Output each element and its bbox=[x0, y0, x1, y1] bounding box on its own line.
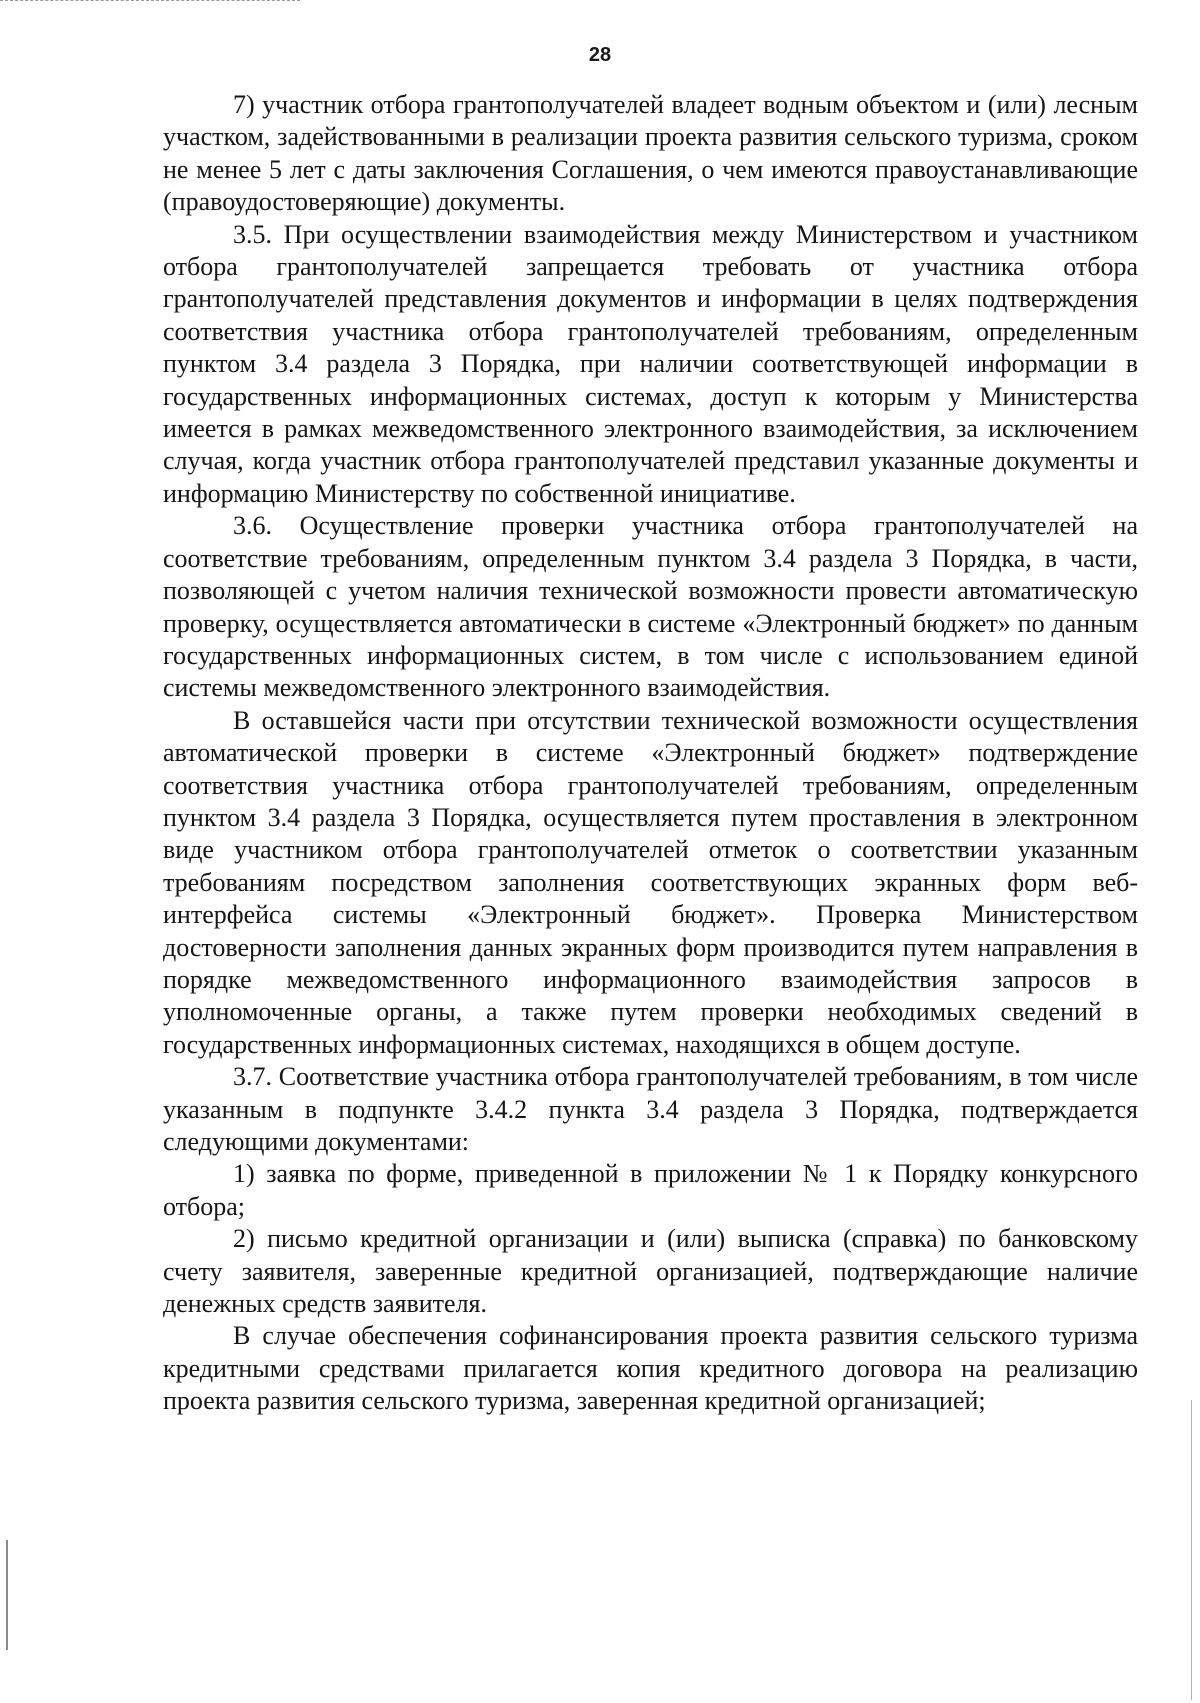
document-body bbox=[163, 89, 1138, 1418]
paragraph-3-6: 3.6. Осуществление проверки участника отбора грантополучателей на соответствие требованиям, определенным пунктом 3.4 раздела 3 Порядка, в части, позволяющей с учетом наличия технической возможности провести автоматическую проверку, осуществляется автоматически в системе «Электронный бюджет» по данным государственных информационных систем, в том числе с использованием единой системы межведомственного электронного взаимодействия. bbox=[163, 511, 1138, 703]
paragraph-item-2: 2) письмо кредитной организации и (или) выписка (справка) по банковскому счету заявителя, заверенные кредитной организацией, подтверждающие наличие денежных средств заявителя. bbox=[163, 1224, 1138, 1319]
paragraph-3-7: 3.7. Соответствие участника отбора грантополучателей требованиям, в том числе указанным в подпункте 3.4.2 пункта 3.4 раздела 3 Порядка, подтверждается следующими документами: bbox=[163, 1062, 1138, 1156]
scan-edge-right bbox=[1191, 1400, 1192, 1700]
scan-edge-left bbox=[6, 1540, 8, 1650]
paragraph-3-5: 3.5. При осуществлении взаимодействия между Министерством и участником отбора грантополучателей запрещается требовать от участника отбора грантополучателей представления документов и информации в целях подтверждения соответствия участника отбора грантополучателей требованиям, определенным пунктом 3.4 раздела 3 Порядка, при наличии соответствующей информации в государственных информационных системах, доступ к которым у Министерства имеется в рамках межведомственного электронного взаимодействия, за исключением случая, когда участник отбора грантополучателей представил указанные документы и информацию Министерству по собственной инициативе. bbox=[163, 219, 1138, 508]
scan-edge-top bbox=[0, 0, 300, 1]
paragraph-item-1: 1) заявка по форме, приведенной в приложении № 1 к Порядку конкурсного отбора; bbox=[163, 1159, 1138, 1221]
paragraph-item-7: 7) участник отбора грантополучателей владеет водным объектом и (или) лесным участком, задействованными в реализации проекта развития сельского туризма, сроком не менее 5 лет с даты заключения Соглашения, о чем имеются правоустанавливающие (правоудостоверяющие) документы. bbox=[163, 90, 1138, 217]
paragraph-cofinancing: В случае обеспечения софинансирования проекта развития сельского туризма кредитными средствами прилагается копия кредитного договора на реализацию проекта развития сельского туризма, заверенная кредитной организацией; bbox=[163, 1321, 1138, 1416]
paragraph-remaining-part: В оставшейся части при отсутствии технической возможности осуществления автоматической проверки в системе «Электронный бюджет» подтверждение соответствия участника отбора грантополучателей требованиям, определенным пунктом 3.4 раздела 3 Порядка, осуществляется путем проставления в электронном виде участником отбора грантополучателей отметок о соответствии указанным требованиям посредством заполнения соответствующих экранных форм веб-интерфейса системы «Электронный бюджет». Проверка Министерством достоверности заполнения данных экранных форм производится путем направления в порядке межведомственного информационного взаимодействия запросов в уполномоченные органы, а также путем проверки необходимых сведений в государственных информационных системах, находящихся в общем доступе. bbox=[163, 705, 1138, 1059]
page-number: 28 bbox=[588, 44, 612, 66]
